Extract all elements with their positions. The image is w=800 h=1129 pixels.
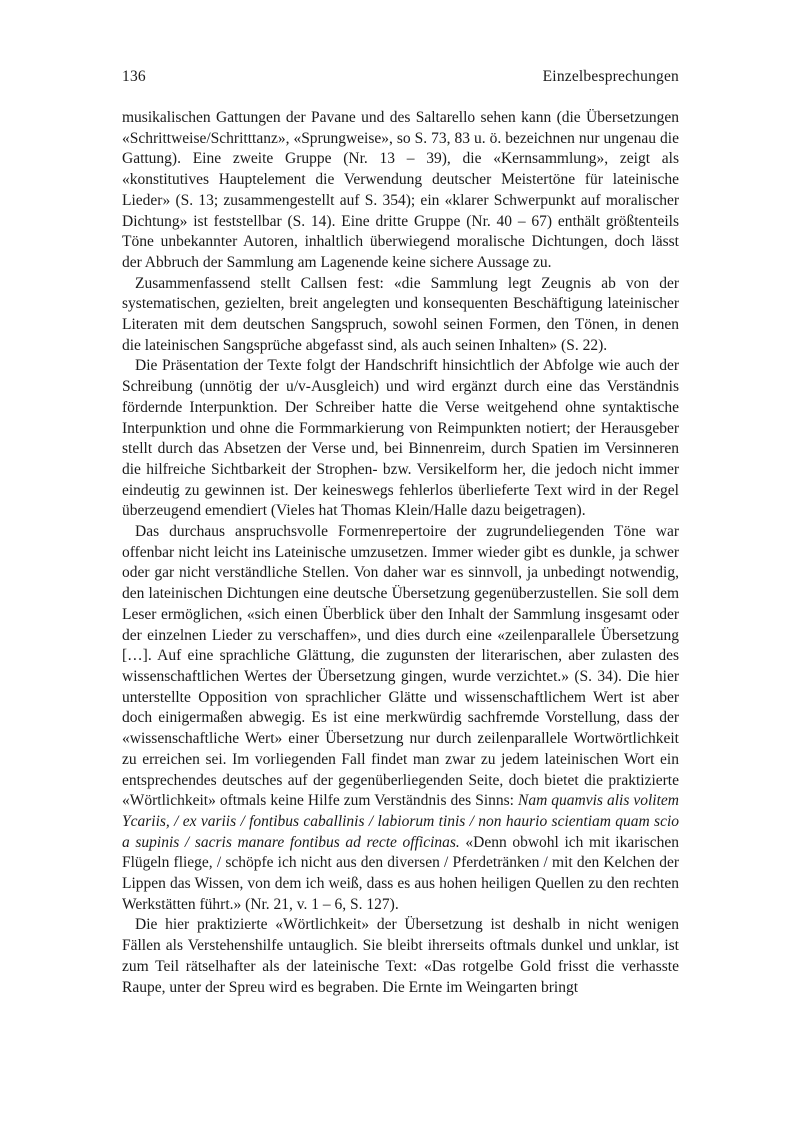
paragraph-4 bbox=[122, 522, 679, 915]
running-title: Einzelbesprechungen bbox=[542, 68, 679, 85]
paragraph-3: Die Präsentation der Texte folgt der Handschrift hinsichtlich der Abfolge wie auch der Schreibung (unnötig der u/v-Ausgleich) und wird ergänzt durch eine das Verständnis fördernde Interpunktion. Der Schreiber hatte die Verse weitgehend ohne syntaktische Interpunktion und ohne die Formmarkierung von Reimpunkten notiert; der Herausgeber stellt durch das Absetzen der Verse und, bei Binnenreim, durch Spatien im Versinneren die hilfreiche Sichtbarkeit der Strophen- bzw. Versikelform her, die jedoch nicht immer eindeutig zu gewinnen ist. Der keineswegs fehlerlos überlieferte Text wird in der Regel überzeugend emendiert (Vieles hat Thomas Klein/Halle dazu beigetragen). bbox=[122, 357, 679, 520]
paragraph-1: musikalischen Gattungen der Pavane und des Saltarello sehen kann (die Übersetzungen «Schrittweise/Schritttanz», «Sprungweise», so S. 73, 83 u. ö. bezeichnen nur ungenau die Gattung). Eine zweite Gruppe (Nr. 13 – 39), die «Kernsammlung», zeigt als «konstitutives Hauptelement die Verwendung deutscher Meistertöne für lateinische Lieder» (S. 13; zusammengestellt auf S. 354); ein «klarer Schwerpunkt auf moralischer Dichtung» ist feststellbar (S. 14). Eine dritte Gruppe (Nr. 40 – 67) enthält größtenteils Töne unbekannter Autoren, inhaltlich überwiegend moralische Dichtungen, doch lässt der Abbruch der Sammlung am Lagenende keine sichere Aussage zu. bbox=[122, 109, 679, 271]
text-area bbox=[122, 67, 679, 998]
latin-quotation: Nam quamvis alis volitem Ycariis, / ex variis / fontibus caballinis / labiorum tinis / non haurio scientiam quam scio a supinis / sacris manare fontibus ad recte officinas. bbox=[122, 792, 679, 851]
paragraph-2: Zusammenfassend stellt Callsen fest: «die Sammlung legt Zeugnis ab von der systematischen, gezielten, breit angelegten und konsequenten Beschäftigung lateinischer Literaten mit dem deutschen Sangspruch, sowohl seinen Formen, den Tönen, in denen die lateinischen Sangsprüche abgefasst sind, als auch seinen Inhalten» (S. 22). bbox=[122, 274, 679, 354]
body-text bbox=[122, 108, 679, 998]
page-number: 136 bbox=[122, 68, 146, 85]
running-header bbox=[122, 67, 679, 87]
paragraph-4-text-after: «Denn obwohl ich mit ikarischen Flügeln fliege, / schöpfe ich nicht aus den diversen / Pferdetränken / mit den Kelchen der Lippen das Wissen, von dem ich weiß, dass es aus hohen heiligen Quellen zu den rechten Werkstätten führt.» (Nr. 21, v. 1 – 6, S. 127). bbox=[122, 833, 679, 913]
paragraph-4-text-before: Das durchaus anspruchsvolle Formenrepertoire der zugrundeliegenden Töne war offenbar nicht leicht ins Lateinische umzusetzen. Immer wieder gibt es dunkle, ja schwer oder gar nicht verständliche Stellen. Von daher war es sinnvoll, ja unbedingt notwendig, den lateinischen Dichtungen eine deutsche Übersetzung gegenüberzustellen. Sie soll dem Leser ermöglichen, «sich einen Überblick über den Inhalt der Sammlung insgesamt oder der einzelnen Lieder zu verschaffen», und dies durch eine «zeilenparallele Übersetzung […]. Auf eine sprachliche Glättung, die zugunsten der literarischen, aber zulasten des wissenschaftlichen Wertes der Übersetzung gingen, wurde verzichtet.» (S. 34). Die hier unterstellte Opposition von sprachlicher Glätte und wissenschaftlichem Wert ist aber doch einigermaßen abwegig. Es ist eine merkwürdig sachfremde Vorstellung, dass der «wissenschaftliche Wert» einer Übersetzung nur durch zeilenparallele Wortwörtlichkeit zu erreichen sei. Im vorliegenden Fall findet man zwar zu jedem lateinischen Wort ein entsprechendes deutsches auf der gegenüberliegenden Seite, doch bietet die praktizierte «Wörtlichkeit» oftmals keine Hilfe zum Verständnis des Sinns: bbox=[122, 523, 679, 810]
paragraph-5: Die hier praktizierte «Wörtlichkeit» der Übersetzung ist deshalb in nicht wenigen Fällen als Verstehenshilfe untauglich. Sie bleibt ihrerseits oftmals dunkel und unklar, ist zum Teil rätselhafter als der lateinische Text: «Das rotgelbe Gold frisst die verhasste Raupe, unter der Spreu wird es begraben. Die Ernte im Weingarten bringt bbox=[122, 916, 679, 996]
